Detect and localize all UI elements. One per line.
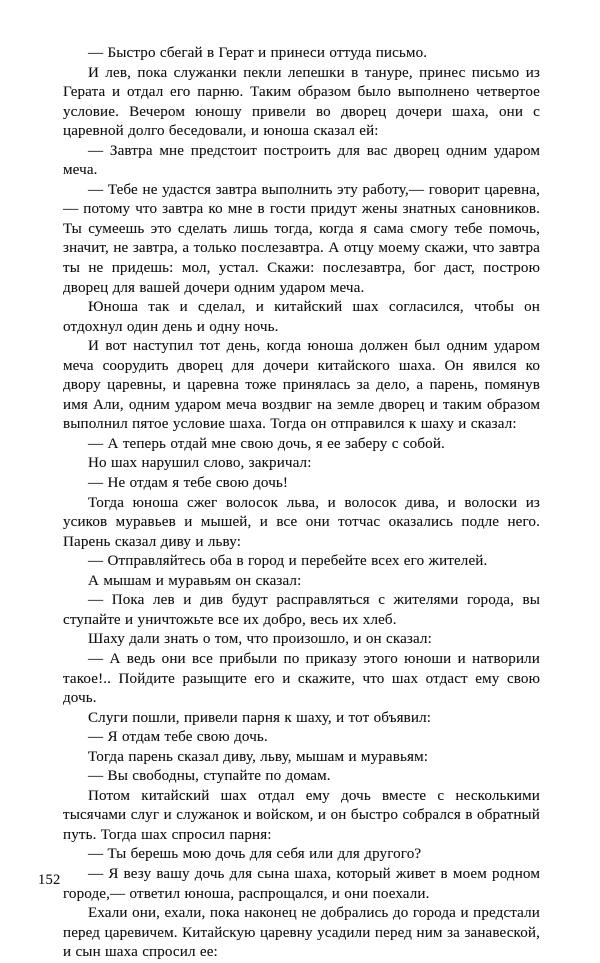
paragraph: — Ты берешь мою дочь для себя или для другого? [88, 846, 422, 863]
paragraph: — Я везу вашу дочь для сына шаха, который живет в моем родном городе,— ответил юноша, распрощался, и они поехали. [63, 865, 540, 902]
paragraph: Тогда юноша сжег волосок льва, и волосок дива, и волоски из усиков муравьев и мышей, и все они тотчас оказались подле него. Парень сказал диву и льву: [63, 494, 540, 550]
paragraph: Шаху дали знать о том, что произошло, и он сказал: [88, 631, 432, 648]
paragraph: И лев, пока служанки пекли лепешки в тануре, принес письмо из Герата и отдал его парню. Таким образом было выполнено четвертое условие. Вечером юношу привели во дворец дочери шаха, они с царевной долго беседовали, и юноша сказал ей: [63, 64, 540, 140]
paragraph: Потом китайский шах отдал ему дочь вместе с несколькими тысячами слуг и служанок и войском, и он быстро собрался в обратный путь. Тогда шах спросил парня: [63, 787, 540, 843]
page-number: 152 [38, 872, 61, 888]
paragraph: Тогда парень сказал диву, льву, мышам и муравьям: [88, 748, 429, 765]
paragraph: — Пока лев и див будут расправляться с жителями города, вы ступайте и уничтожьте все их добро, весь их хлеб. [63, 592, 540, 628]
paragraph: И вот наступил тот день, когда юноша должен был одним ударом меча соорудить дворец для дочери китайского шаха. Он явился ко двору царевны, и царевна тоже принялась за дело, а парень, помянув имя Али, одним ударом меча воздвиг на земле дворец и таким образом выполнил пятое условие шаха. Тогда он отправился к шаху и сказал: [63, 338, 540, 433]
paragraph: — Быстро сбегай в Герат и принеси оттуда письмо. [88, 45, 428, 61]
paragraph: — Отправляйтесь оба в город и перебейте всех его жителей. [88, 553, 488, 570]
paragraph: А мышам и муравьям он сказал: [88, 572, 302, 589]
paragraph: Но шах нарушил слово, закричал: [88, 455, 312, 472]
paragraph: — Тебе не удастся завтра выполнить эту работу,— говорит царевна,— потому что завтра ко мне в гости придут жены знатных сановников. Ты сумеешь это сделать лишь тогда, когда я сама смогу тебе помочь, значит, не завтра, а только послезавтра. А отцу моему скажи, что завтра ты не придешь: мол, устал. Скажи: послезавтра, бог даст, построю дворец для вашей дочери одним ударом меча. [63, 181, 540, 296]
paragraph: — Вы свободны, ступайте по домам. [88, 768, 331, 785]
paragraph: — Не отдам я тебе свою дочь! [88, 475, 289, 492]
paragraph: — Я отдам тебе свою дочь. [88, 729, 268, 746]
paragraph: Юноша так и сделал, и китайский шах согласился, чтобы он отдохнул один день и одну ночь. [63, 299, 540, 335]
paragraph: Слуги пошли, привели парня к шаху, и тот объявил: [88, 709, 432, 726]
paragraph: — А теперь отдай мне свою дочь, я ее заберу с собой. [88, 435, 445, 452]
paragraph: — А ведь они все прибыли по приказу этого юноши и натворили такое!.. Пойдите разыщите его и скажите, что шах отдаст ему свою дочь. [63, 650, 540, 707]
paragraph: — Завтра мне предстоит построить для вас дворец одним ударом меча. [63, 142, 540, 179]
page-text-body [63, 44, 540, 963]
paragraph: Ехали они, ехали, пока наконец не добрались до города и предстали перед царевичем. Китайскую царевну усадили перед ним за занавеской, и сын шаха спросил ее: [63, 905, 540, 961]
